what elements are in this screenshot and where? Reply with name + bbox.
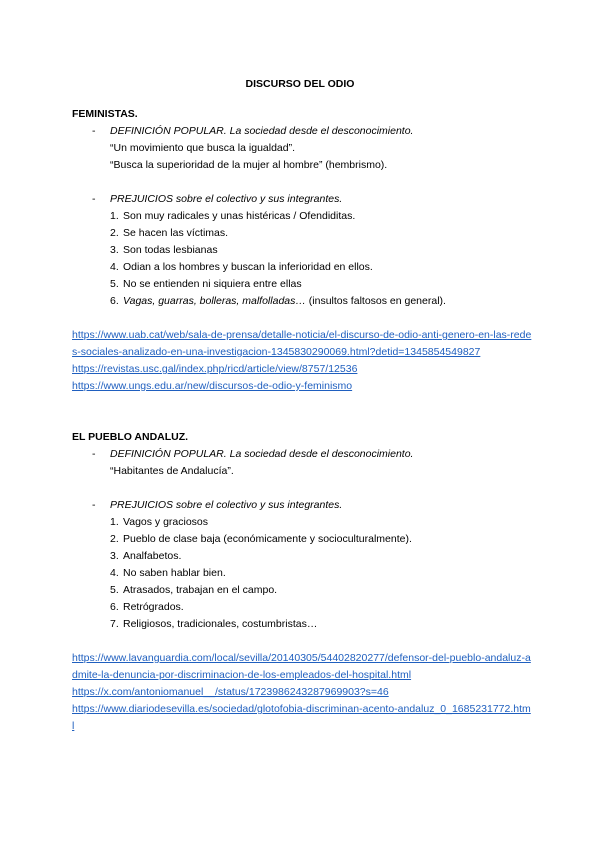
prejudices-list	[110, 208, 532, 310]
reference-links	[72, 650, 532, 735]
reference-link[interactable]: https://www.ungs.edu.ar/new/discursos-de-odio-y-feminismo	[72, 380, 353, 392]
list-item: 3. Son todas lesbianas	[110, 244, 218, 256]
list-item: 5. Atrasados, trabajan en el campo.	[110, 584, 278, 596]
section-heading: EL PUEBLO ANDALUZ.	[72, 431, 189, 443]
prejudices-item: - PREJUICIOS sobre el colectivo y sus integrantes.	[92, 193, 343, 205]
definition-item: - DEFINICIÓN POPULAR. La sociedad desde el desconocimiento.	[92, 125, 414, 137]
section-pueblo-andaluz	[72, 429, 532, 735]
list-item: 7. Religiosos, tradicionales, costumbristas…	[110, 618, 318, 630]
quote-line: “Un movimiento que busca la igualdad”.	[110, 142, 296, 154]
list-item: 2. Pueblo de clase baja (económicamente y socioculturalmente).	[110, 533, 412, 545]
list-item: 1. Son muy radicales y unas histéricas / Ofendiditas.	[110, 210, 356, 222]
list-item: 6. Retrógrados.	[110, 601, 184, 613]
list-item: 1. Vagos y graciosos	[110, 516, 209, 528]
document-title: DISCURSO DEL ODIO	[245, 78, 355, 90]
list-item: 2. Se hacen las víctimas.	[110, 227, 229, 239]
section-heading: FEMINISTAS.	[72, 108, 138, 120]
reference-links	[72, 327, 532, 395]
reference-link[interactable]: https://revistas.usc.gal/index.php/ricd/article/view/8757/12536	[72, 363, 358, 375]
reference-link[interactable]: https://www.diariodesevilla.es/sociedad/glotofobia-discriminan-acento-andaluz_0_1685231772.html	[72, 703, 531, 732]
reference-link[interactable]: https://x.com/antoniomanuel__/status/1723986243287969903?s=46	[72, 686, 389, 698]
quote-line: “Busca la superioridad de la mujer al hombre” (hembrismo).	[110, 159, 388, 171]
list-item: 4. Odian a los hombres y buscan la inferioridad en ellos.	[110, 261, 373, 273]
definition-item: - DEFINICIÓN POPULAR. La sociedad desde el desconocimiento.	[92, 448, 414, 460]
section-feministas	[72, 106, 532, 395]
reference-link[interactable]: https://www.lavanguardia.com/local/sevilla/20140305/54402820277/defensor-del-pueblo-andaluz-admite-la-denuncia-por-discriminacion-de-los-empleados-del-hospital.html	[72, 652, 531, 681]
quote-line: “Habitantes de Andalucía”.	[110, 465, 234, 477]
list-item: 6. Vagas, guarras, bolleras, malfolladas… (insultos faltosos en general).	[110, 295, 446, 307]
reference-link[interactable]: https://www.uab.cat/web/sala-de-prensa/detalle-noticia/el-discurso-de-odio-anti-genero-en-las-redes-sociales-analizado-en-una-investigacion-1345830290069.html?detid=1345854549827	[72, 329, 532, 358]
list-item: 3. Analfabetos.	[110, 550, 182, 562]
prejudices-item: - PREJUICIOS sobre el colectivo y sus integrantes.	[92, 499, 343, 511]
list-item: 5. No se entienden ni siquiera entre ellas	[110, 278, 302, 290]
prejudices-list	[110, 514, 532, 633]
list-item: 4. No saben hablar bien.	[110, 567, 226, 579]
